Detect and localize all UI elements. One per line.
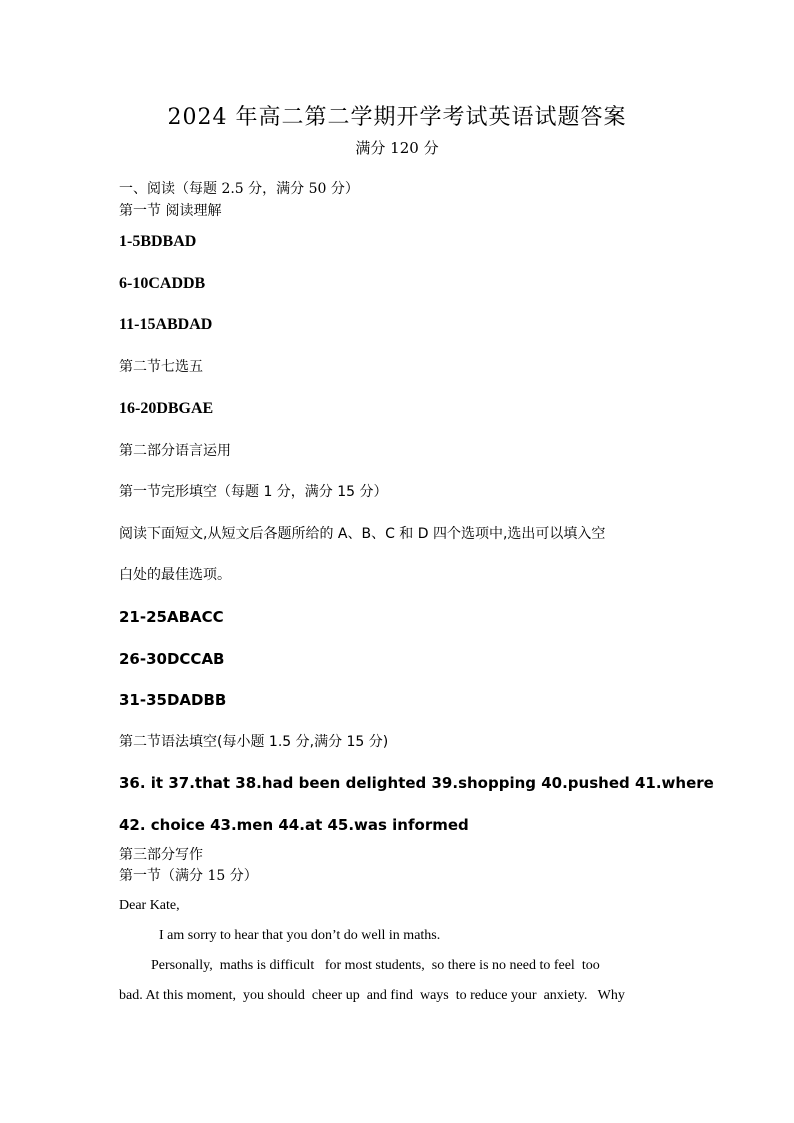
- part2-heading: 第二部分语言运用: [119, 443, 231, 459]
- answer-line-3: 11-15ABDAD: [119, 316, 213, 333]
- letter-paragraph-2-line2: bad. At this moment, you should cheer up and find ways to reduce your anxiety. Why: [119, 988, 625, 1003]
- grammar-answers-line1: 36. it 37.that 38.had been delighted 39.shopping 40.pushed 41.where: [119, 774, 714, 792]
- letter-paragraph-1: I am sorry to hear that you don’t do well in maths.: [159, 928, 441, 943]
- answer-line-7: 31-35DADBB: [119, 691, 227, 709]
- grammar-answers-line2: 42. choice 43.men 44.at 45.was informed: [119, 816, 469, 834]
- part2-instruction-line2: 白处的最佳选项。: [119, 567, 231, 583]
- part2-section1-heading: 第一节完形填空（每题 1 分，满分 15 分）: [119, 484, 388, 500]
- page-title: 2024 年高二第二学期开学考试英语试题答案: [167, 105, 627, 130]
- part3-section1-heading: 第一节（满分 15 分）: [119, 868, 258, 884]
- part1-heading: 一、阅读（每题 2.5 分，满分 50 分）: [119, 181, 359, 197]
- part1-section1-heading: 第一节 阅读理解: [119, 203, 222, 219]
- page-subtitle: 满分 120 分: [355, 139, 439, 157]
- part2-instruction-line1: 阅读下面短文,从短文后各题所给的 A、B、C 和 D 四个选项中,选出可以填入空: [119, 526, 606, 542]
- letter-salutation: Dear Kate,: [119, 898, 180, 913]
- answer-line-4: 16-20DBGAE: [119, 400, 214, 417]
- part2-section2-heading: 第二节语法填空(每小题 1.5 分,满分 15 分): [119, 734, 389, 750]
- answer-line-1: 1-5BDBAD: [119, 233, 197, 250]
- answer-line-5: 21-25ABACC: [119, 608, 224, 626]
- answer-line-2: 6-10CADDB: [119, 275, 206, 292]
- part3-heading: 第三部分写作: [119, 847, 203, 863]
- part1-section2-heading: 第二节七选五: [119, 359, 203, 375]
- answer-line-6: 26-30DCCAB: [119, 650, 225, 668]
- letter-paragraph-2-line1: Personally, maths is difficult for most students, so there is no need to feel too: [151, 958, 600, 973]
